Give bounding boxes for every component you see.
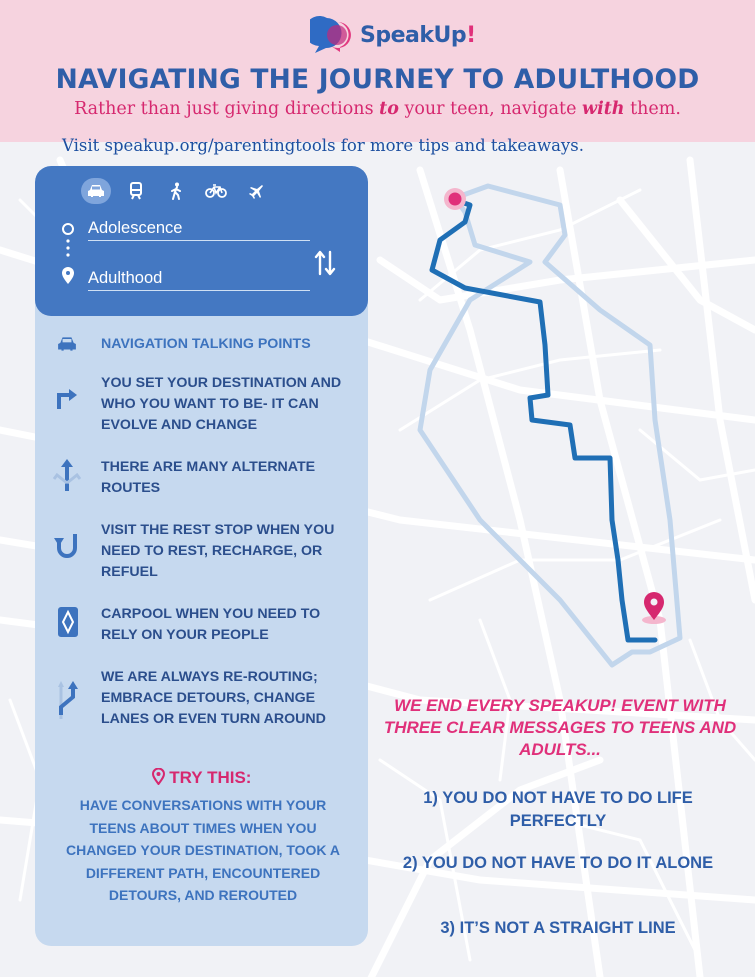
- bike-icon[interactable]: [201, 178, 231, 204]
- talking-points-heading: NAVIGATION TALKING POINTS: [101, 336, 311, 352]
- talking-point-text: YOU SET YOUR DESTINATION AND WHO YOU WANT TO BE- IT CAN EVOLVE AND CHANGE: [101, 375, 342, 433]
- alternate-route-path: [420, 186, 680, 665]
- visit-link[interactable]: Visit speakup.org/parentingtools for more tips and takeaways.: [62, 136, 584, 155]
- talking-point-text: CARPOOL WHEN YOU NEED TO RELY ON YOUR PEOPLE: [101, 606, 321, 643]
- talking-point-text: THERE ARE MANY ALTERNATE ROUTES: [101, 459, 316, 496]
- route-connector: [35, 166, 115, 316]
- turn-right-icon: [55, 383, 81, 414]
- car-icon: [57, 336, 77, 357]
- carpool-lane-icon: [57, 606, 79, 643]
- message-item: 3) IT’S NOT A STRAIGHT LINE: [440, 919, 676, 937]
- message-item: 1) YOU DO NOT HAVE TO DO LIFE PERFECTLY: [423, 789, 693, 830]
- logo-text: SpeakUp!: [360, 22, 476, 48]
- swap-icon[interactable]: [314, 250, 336, 282]
- page-subtitle: Rather than just giving directions to your teen, navigate with them.: [74, 99, 681, 119]
- plane-icon[interactable]: [241, 178, 271, 204]
- location-pin-icon: [62, 267, 74, 284]
- talking-point-text: WE ARE ALWAYS RE-ROUTING; EMBRACE DETOURS, CHANGE LANES OR EVEN TURN AROUND: [101, 669, 326, 727]
- location-pin-icon: [152, 768, 165, 785]
- speech-bubbles-icon: [310, 16, 354, 54]
- directions-box: [35, 166, 368, 316]
- talking-points-panel: [35, 166, 368, 946]
- talking-point-text: VISIT THE REST STOP WHEN YOU NEED TO REST, RECHARGE, OR REFUEL: [101, 522, 335, 580]
- lane-change-icon: [55, 679, 81, 724]
- main-route-path: [432, 200, 655, 640]
- train-icon[interactable]: [121, 178, 151, 204]
- u-turn-icon: [53, 530, 83, 569]
- origin-field[interactable]: Adolescence: [88, 219, 310, 241]
- closing-messages-intro: WE END EVERY SPEAKUP! EVENT WITH THREE CLEAR MESSAGES TO TEENS AND ADULTS...: [383, 696, 737, 759]
- page-title: NAVIGATING THE JOURNEY TO ADULTHOOD: [55, 64, 700, 95]
- speakup-logo[interactable]: [310, 16, 476, 54]
- alternate-routes-icon: [53, 457, 81, 496]
- message-item: 2) YOU DO NOT HAVE TO DO IT ALONE: [402, 854, 714, 872]
- destination-field[interactable]: Adulthood: [88, 269, 310, 291]
- try-this-heading: TRY THIS:: [35, 768, 368, 788]
- try-this-body: HAVE CONVERSATIONS WITH YOUR TEENS ABOUT TIMES WHEN YOU CHANGED YOUR DESTINATION, TOOK A DIFFERENT PATH, ENCOUNTERED DETOURS, AND REROUTED: [65, 797, 341, 903]
- walk-icon[interactable]: [161, 178, 191, 204]
